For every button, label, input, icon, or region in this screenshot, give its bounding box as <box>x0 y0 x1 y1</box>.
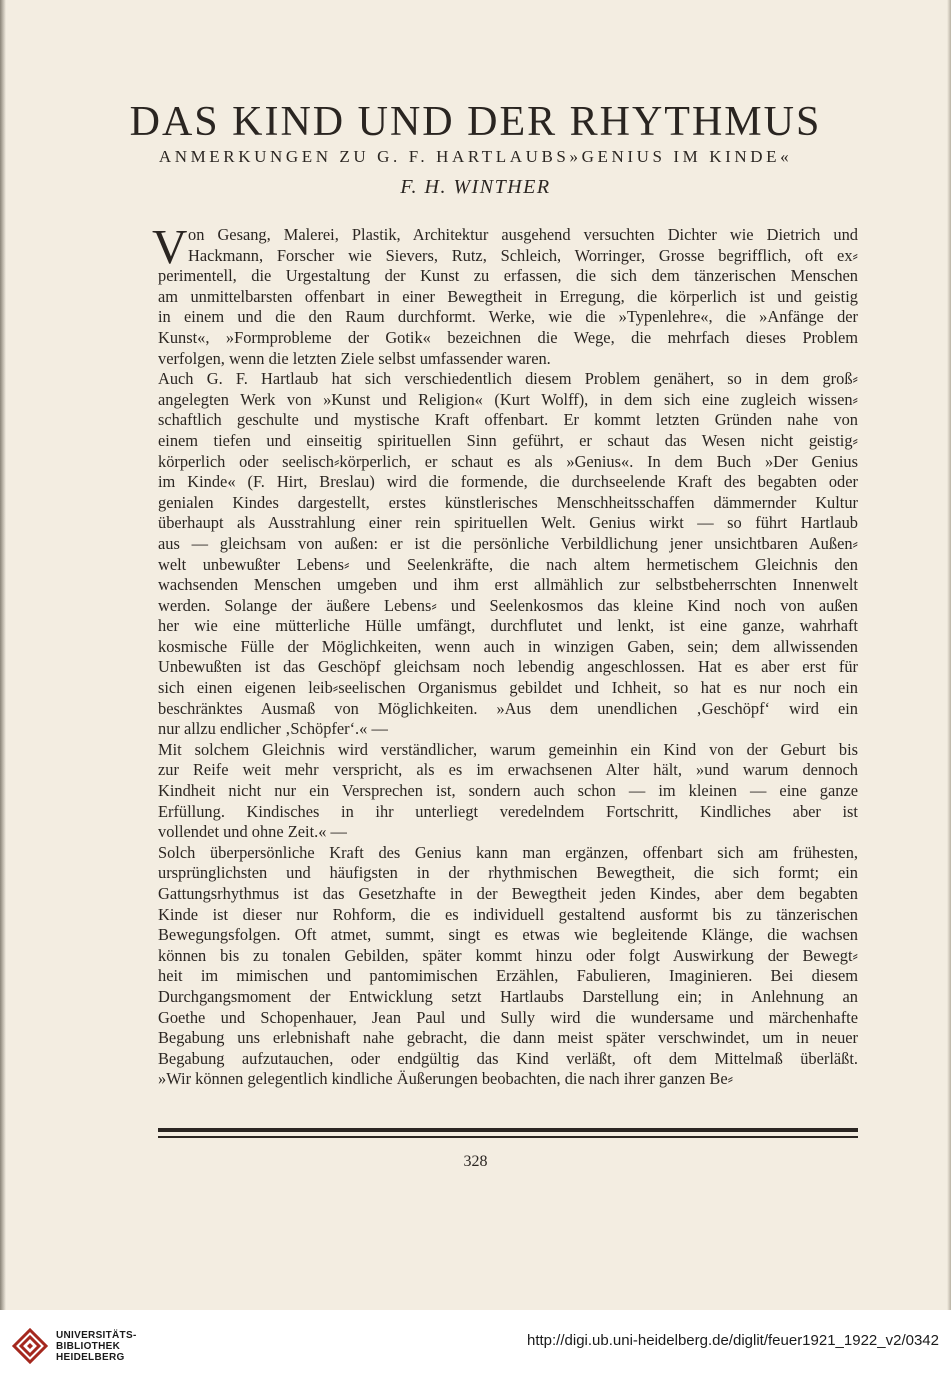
library-logo-icon <box>10 1326 50 1366</box>
viewer-footer <box>0 1310 951 1380</box>
text-line: am unmittelbarsten offenbart in einer Bewegtheit in Erregung, die körperlich ist und geistig <box>158 286 858 306</box>
text-line: verfolgen, wenn die letzten Ziele selbst umfassender waren. <box>158 348 551 368</box>
text-line: her wie eine mütterliche Hülle umfängt, durchflutet und lenkt, ist eine ganze, wahrhaft <box>158 616 858 636</box>
text-line: Auch G. F. Hartlaub hat sich verschiedentlich diesem Problem genähert, so in dem groß⸗ <box>158 369 858 389</box>
article-author: F. H. WINTHER <box>400 176 551 198</box>
text-line: Erfüllung. Kindisches in ihr unterliegt veredelndem Fortschritt, Kindliches aber ist <box>158 801 858 821</box>
text-line: kosmische Fülle der Möglichkeiten, wenn auch in winzigen Gaben, sein; dem allwissenden <box>158 636 858 656</box>
text-line: heit im mimischen und pantomimischen Erzählen, Fabulieren, Imaginieren. Bei diesem <box>158 966 858 986</box>
text-line: in einem und die den Raum durchformt. Werke, wie die »Typenlehre«, die »Anfänge der <box>158 307 858 327</box>
footer-rule-thick <box>158 1128 858 1132</box>
text-line: einem tiefen und einseitig spirituellen Sinn geführt, er schaut das Wesen nicht geistig⸗ <box>158 430 858 450</box>
text-line: Durchgangsmoment der Entwicklung setzt Hartlaubs Darstellung ein; in Anlehnung an <box>158 986 858 1006</box>
article-title: DAS KIND UND DER RHYTHMUS <box>129 99 822 145</box>
text-line: beschränktes Ausmaß von Möglichkeiten. »Aus dem unendlichen ‚Geschöpf‘ wird ein <box>158 698 858 718</box>
text-line: wachsenden Menschen umgeben und ihm erst allmählich zur selbstbeherrschten Innenwelt <box>158 575 858 595</box>
text-line: Begabung uns erlebnishaft nahe gebracht, die dann meist später verschwindet, um in neuer <box>158 1028 858 1048</box>
library-name-line: BIBLIOTHEK <box>56 1341 121 1352</box>
text-line: Kunst«, »Formprobleme der Gotik« bezeichnen die Wege, die mehrfach dieses Problem <box>158 327 858 347</box>
text-line: vollendet und ohne Zeit.« — <box>158 822 347 842</box>
library-name-line: UNIVERSITÄTS- <box>56 1330 137 1341</box>
text-line: Gattungsrhythmus ist das Gesetzhafte in der Bewegtheit jeden Kindes, aber dem begabten <box>158 884 858 903</box>
text-line: Kindheit nicht nur ein Versprechen ist, sondern auch schon — im kleinen — eine ganze <box>158 781 858 801</box>
text-line: Mit solchem Gleichnis wird verständlicher, warum gemeinhin ein Kind von der Geburt bis <box>158 739 858 759</box>
footer-rule-thin <box>158 1136 858 1138</box>
text-line: sich einen eigenen leib⸗seelischen Organismus gebildet und Ichheit, so hat es nur noch ein <box>158 678 858 698</box>
text-line: Begabung aufzutauchen, oder endgültig das Kind verläßt, oft dem Mittelmaß überläßt. <box>158 1048 858 1068</box>
library-name-line: HEIDELBERG <box>56 1352 125 1363</box>
text-line: nur allzu endlicher ‚Schöpfer‘.« — <box>158 719 388 739</box>
text-line: genialen Kindes dargestellt, erstes künstlerisches Menschheitsschaffen dämmernder Kultur <box>158 492 858 512</box>
text-line: körperlich oder seelisch⸗körperlich, er schaut es als »Genius«. In dem Buch »Der Genius <box>158 451 858 471</box>
text-line: welt unbewußter Lebens⸗ und Seelenkräfte, die nach altem hermetischem Gleichnis den <box>158 554 858 574</box>
source-url-link[interactable]: http://digi.ub.uni-heidelberg.de/diglit/feuer1921_1922_v2/0342 <box>527 1332 939 1349</box>
text-line: zur Reife weit mehr verspricht, als es im erwachsenen Alter hält, »und warum dennoch <box>158 760 858 780</box>
article-body <box>152 219 858 1090</box>
drop-cap: V <box>152 219 188 274</box>
text-line: angelegten Werk von »Kunst und Religion« (Kurt Wolff), in dem sich eine zugleich wissen⸗ <box>158 389 858 409</box>
article-subtitle: ANMERKUNGEN ZU G. F. HARTLAUBS»GENIUS IM KINDE« <box>158 147 793 166</box>
text-line: können bis zu tonalen Gebilden, später kommt hinzu oder folgt Auswirkung der Bewegt⸗ <box>158 945 858 965</box>
text-line: Bewegungsfolgen. Oft atmet, summt, singt es etwas wie begleitende Klänge, die wachsen <box>158 925 858 945</box>
text-line: Solch überpersönliche Kraft des Genius kann man ergänzen, offenbart sich am frühesten, <box>158 842 858 862</box>
text-line: Unbewußten ist das Geschöpf gleichsam noch lebendig angeschlossen. Hat es aber erst für <box>158 657 858 677</box>
text-line: Goethe und Schopenhauer, Jean Paul und Sully wird die wundersame und märchenhafte <box>158 1007 858 1027</box>
text-line: on Gesang, Malerei, Plastik, Architektur ausgehend versuchten Dichter wie Dietrich und <box>188 225 858 244</box>
page-number: 328 <box>463 1153 488 1170</box>
library-name <box>56 1330 137 1363</box>
text-line: perimentell, die Urgestaltung der Kunst zu erfassen, die sich dem tänzerischen Menschen <box>158 266 858 286</box>
text-line: Hackmann, Forscher wie Sievers, Rutz, Schleich, Worringer, Grosse begrifflich, oft ex⸗ <box>188 245 858 265</box>
text-line: werden. Solange der äußere Lebens⸗ und Seelenkosmos das kleine Kind noch von außen <box>158 595 858 615</box>
text-line: überhaupt als Ausstrahlung einer rein spirituellen Welt. Genius wirkt — so führt Hartlaub <box>158 513 858 533</box>
text-line: aus — gleichsam von außen: er ist die persönliche Verbildlichung jener unsichtbaren Außen⸗ <box>158 533 858 553</box>
text-line: schaftlich geschulte und mystische Kraft offenbart. Er kommt letzten Gründen nahe von <box>158 410 858 430</box>
text-line: ursprünglichsten und häufigsten in der rhythmischen Bewegtheit, die sich formt; ein <box>158 863 858 883</box>
text-line: im Kinde« (F. Hirt, Breslau) wird die formende, die durchseelende Kraft des begabten oder <box>158 472 858 492</box>
text-line: Kinde ist dieser nur Rohform, die es individuell gestaltend ausformt bis zu tänzerischen <box>158 904 858 924</box>
text-line: »Wir können gelegentlich kindliche Äußerungen beobachten, die nach ihrer ganzen Be⸗ <box>158 1069 734 1089</box>
